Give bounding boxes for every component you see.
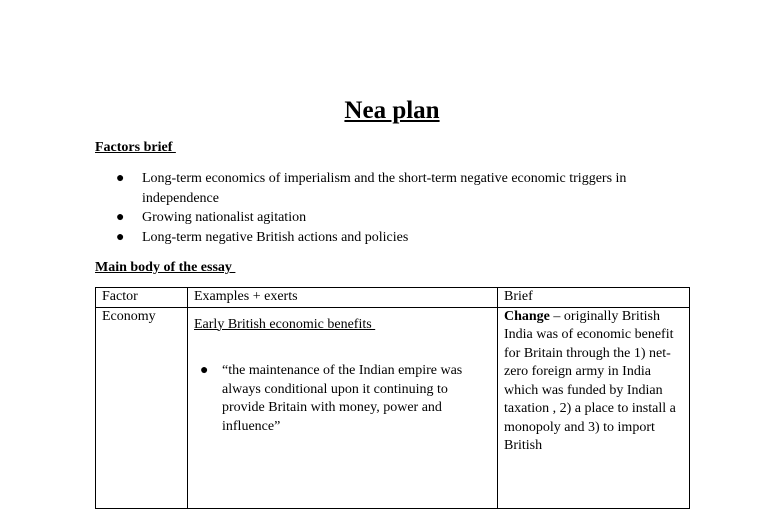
bullet-icon: ●	[116, 210, 125, 225]
examples-subheading: Early British economic benefits	[194, 316, 376, 332]
table-header-row	[96, 288, 690, 308]
table-row	[96, 307, 690, 508]
examples-list	[194, 362, 491, 436]
header-factor: Factor	[96, 288, 188, 308]
list-item: ● Growing nationalist agitation	[116, 208, 706, 228]
essay-table	[95, 287, 690, 509]
cell-examples	[188, 307, 498, 508]
header-brief: Brief	[498, 288, 690, 308]
brief-text: – originally British India was of economic benefit for Britain through the 1) net-zero foreign army in India which was funded by Indian taxation , 2) a place to install a monopoly and 3) to import British	[504, 308, 676, 453]
bullet-icon: ●	[116, 229, 125, 245]
list-item: ● Long-term economics of imperialism and the short-term negative economic triggers in independence	[116, 171, 627, 206]
header-examples: Examples + exerts	[188, 288, 498, 308]
cell-brief	[498, 307, 690, 508]
cell-factor: Economy	[96, 307, 188, 508]
bullet-icon: ●	[200, 363, 209, 378]
page-title: Nea plan	[344, 97, 440, 124]
list-item: ● “the maintenance of the Indian empire was always conditional upon it continuing to provide Britain with money, power and influence”	[200, 363, 463, 434]
factors-heading: Factors brief	[95, 140, 176, 155]
brief-label: Change	[504, 308, 550, 324]
list-item: ● Long-term negative British actions and policies	[116, 228, 706, 248]
main-body-heading: Main body of the essay	[95, 260, 236, 275]
factors-list	[116, 169, 706, 247]
bullet-icon: ●	[116, 171, 125, 186]
